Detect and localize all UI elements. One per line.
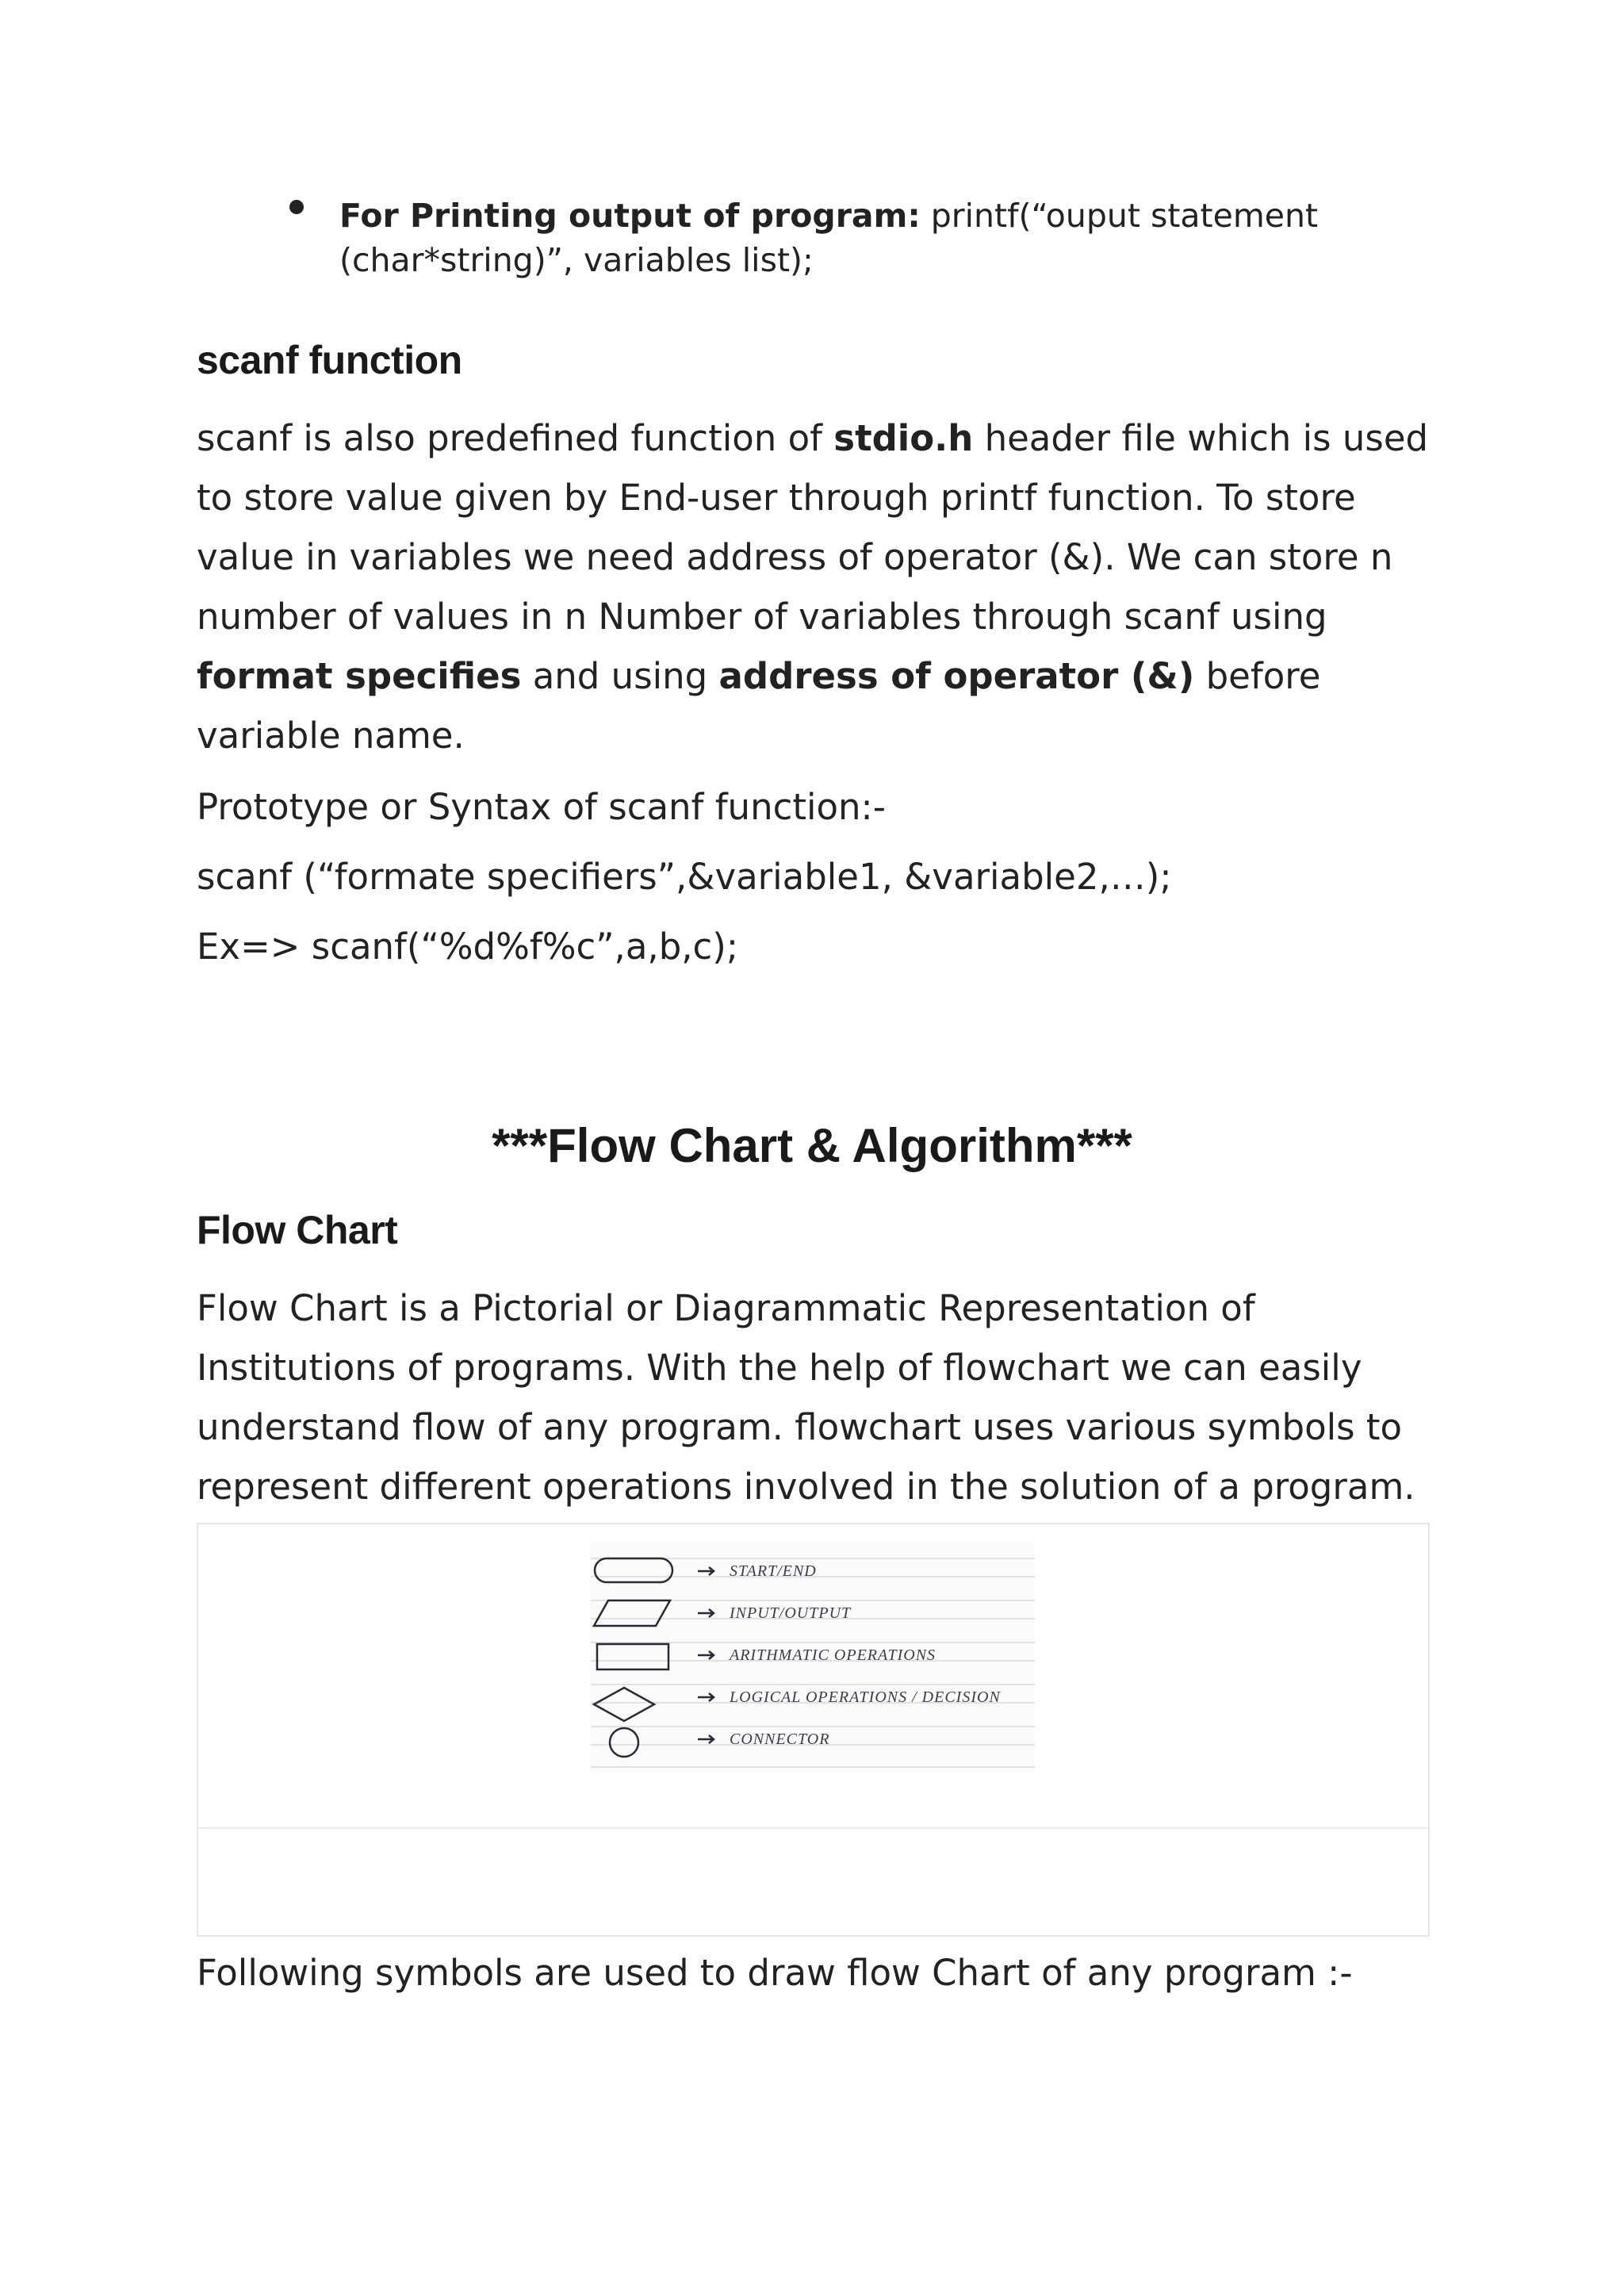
- scanf-p2-bold: format specifies: [197, 655, 522, 697]
- symbol-label-start-end: START/END: [730, 1562, 817, 1580]
- scanf-p2: header file which is used to store value given by End-user through printf function. To store value in variables we need address of operator (&). We can store n number of values in n Number of variables through scanf using: [197, 417, 1429, 638]
- section-title: ***Flow Chart & Algorithm***: [492, 1119, 1132, 1172]
- scanf-example: Ex=> scanf(“%d%f%c”,a,b,c);: [197, 926, 739, 968]
- flowchart-paragraph: Flow Chart is a Pictorial or Diagrammatic Representation of Institutions of programs. With the help of flowchart we can easily understand flow of any program. flowchart uses various symbols to represent different operations involved in the solution of a program.: [197, 1287, 1415, 1508]
- symbol-label-input-output: INPUT/OUTPUT: [730, 1604, 852, 1622]
- scanf-p1-bold: stdio.h: [833, 417, 974, 459]
- bullet-dot: [289, 200, 304, 214]
- bullet-text-2: (char*string)”, variables list);: [339, 241, 814, 279]
- bullet-printf: [339, 194, 1323, 282]
- bullet-label: For Printing output of program:: [339, 197, 921, 235]
- scanf-p1: scanf is also predefined function of: [197, 417, 834, 459]
- symbol-label-decision: LOGICAL OPERATIONS / DECISION: [730, 1688, 1001, 1706]
- symbol-label-arithmetic: ARITHMATIC OPERATIONS: [730, 1646, 936, 1664]
- flowchart-symbols-sketch: [591, 1541, 1035, 1773]
- bullet-text-1: printf(“ouput statement: [920, 197, 1319, 235]
- flowchart-heading: Flow Chart: [197, 1208, 398, 1252]
- scanf-paragraph: [197, 408, 1450, 765]
- scanf-heading: scanf function: [197, 338, 462, 382]
- figure-divider: [198, 1827, 1428, 1829]
- symbol-label-connector: CONNECTOR: [730, 1731, 830, 1748]
- scanf-prototype: Prototype or Syntax of scanf function:-: [197, 786, 886, 828]
- following-symbols-text: Following symbols are used to draw flow Chart of any program :-: [197, 1952, 1353, 1994]
- scanf-syntax: scanf (“formate specifiers”,&variable1, &variable2,…);: [197, 856, 1172, 898]
- scanf-p3-bold: address of operator (&): [718, 655, 1195, 697]
- scanf-p4: before variable name.: [197, 655, 1321, 757]
- scanf-p3: and using: [521, 655, 719, 697]
